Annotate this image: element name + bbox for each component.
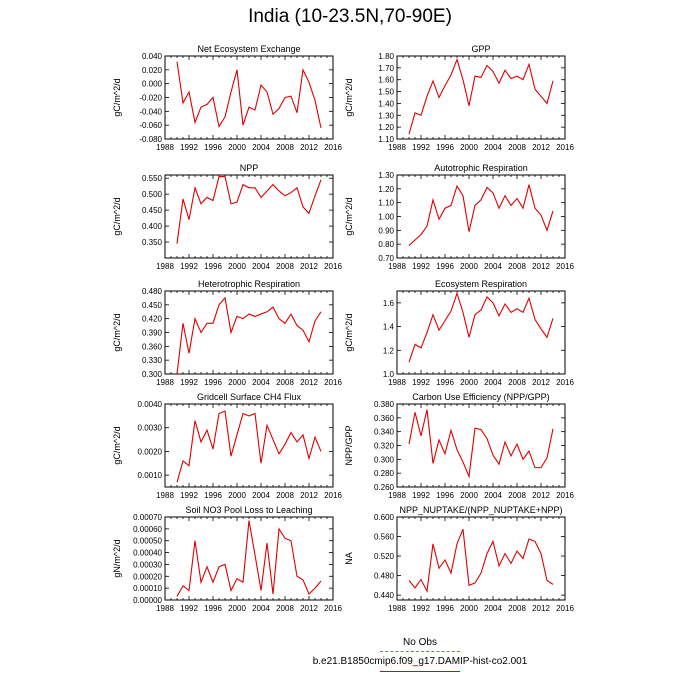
x-tick-label: 2000 [228, 378, 246, 387]
x-tick-label: 2000 [460, 262, 478, 271]
x-tick-label: 1996 [436, 604, 454, 613]
y-tick-label: 0.520 [373, 552, 394, 562]
chart-panel-4 [344, 163, 574, 271]
y-tick-label: 1.40 [378, 99, 394, 109]
x-tick-label: 2016 [324, 262, 342, 271]
x-tick-label: 1992 [180, 262, 198, 271]
plot-frame [397, 291, 565, 374]
x-tick-label: 1996 [436, 491, 454, 500]
y-tick-label: 1.20 [378, 123, 394, 133]
series-line [177, 62, 321, 128]
series-line [409, 529, 553, 591]
x-tick-label: 2008 [276, 378, 294, 387]
x-tick-label: 2016 [556, 262, 574, 271]
y-tick-label: 0.480 [141, 287, 162, 296]
x-tick-label: 1996 [204, 143, 222, 152]
x-tick-label: 1988 [388, 604, 406, 613]
y-tick-label: 0.450 [141, 300, 162, 310]
y-tick-label: 0.440 [373, 591, 394, 601]
y-tick-label: 0.360 [141, 342, 162, 352]
x-tick-label: 2012 [532, 491, 550, 500]
x-tick-label: 2000 [228, 262, 246, 271]
x-tick-label: 1988 [156, 143, 174, 152]
x-tick-label: 2012 [532, 378, 550, 387]
x-tick-label: 1992 [412, 262, 430, 271]
y-tick-label: 0.0020 [137, 447, 162, 457]
x-tick-label: 2004 [252, 491, 270, 500]
y-tick-label: 1.80 [378, 52, 394, 61]
y-tick-label: 1.60 [378, 75, 394, 85]
x-tick-label: 2008 [508, 491, 526, 500]
series-line [177, 521, 321, 597]
x-tick-label: 2004 [484, 262, 502, 271]
x-tick-label: 2000 [460, 378, 478, 387]
x-tick-label: 2016 [324, 143, 342, 152]
x-tick-label: 2016 [556, 378, 574, 387]
y-tick-label: 0.0040 [137, 400, 162, 409]
plot-frame [397, 56, 565, 139]
series-line [409, 60, 553, 135]
x-tick-label: 2000 [228, 604, 246, 613]
x-tick-label: 2016 [556, 143, 574, 152]
panel-title: Soil NO3 Pool Loss to Leaching [185, 505, 313, 515]
y-tick-label: 0.350 [141, 238, 162, 248]
x-tick-label: 1988 [388, 143, 406, 152]
x-tick-label: 2004 [252, 262, 270, 271]
y-tick-label: 0.500 [141, 190, 162, 200]
plot-frame [397, 175, 565, 258]
x-tick-label: 1988 [388, 262, 406, 271]
x-tick-label: 2000 [228, 491, 246, 500]
y-tick-label: 1.30 [378, 111, 394, 121]
y-axis-label: gC/m^2/d [112, 313, 122, 352]
y-axis-label: gC/m^2/d [344, 78, 354, 117]
x-tick-label: 2000 [460, 143, 478, 152]
y-tick-label: 0.020 [141, 65, 162, 75]
y-tick-label: 0.300 [373, 455, 394, 465]
x-tick-label: 2008 [276, 262, 294, 271]
x-tick-label: 2012 [300, 143, 318, 152]
y-tick-label: 0.330 [141, 356, 162, 366]
chart-panel-7 [112, 392, 342, 500]
y-axis-label: gC/m^2/d [344, 313, 354, 352]
y-tick-label: 0.260 [373, 483, 394, 492]
x-tick-label: 1988 [156, 378, 174, 387]
y-axis-label: gC/m^2/d [112, 78, 122, 117]
x-tick-label: 1988 [388, 378, 406, 387]
x-tick-label: 1992 [412, 604, 430, 613]
x-tick-label: 2012 [532, 143, 550, 152]
x-tick-label: 2012 [300, 378, 318, 387]
x-tick-label: 1992 [412, 378, 430, 387]
y-tick-label: 0.00000 [133, 596, 162, 605]
y-tick-label: 0.00030 [133, 560, 162, 570]
legend-case-line [380, 671, 460, 672]
y-tick-label: 1.50 [378, 87, 394, 97]
x-tick-label: 2008 [508, 378, 526, 387]
chart-panel-9 [112, 505, 342, 613]
x-tick-label: 2000 [460, 604, 478, 613]
y-tick-label: 1.6 [382, 298, 394, 308]
x-tick-label: 2008 [508, 604, 526, 613]
y-tick-label: 0.00020 [133, 572, 162, 582]
chart-panel-5 [112, 279, 342, 387]
y-tick-label: 0.600 [373, 513, 394, 522]
x-tick-label: 1992 [180, 378, 198, 387]
x-tick-label: 2012 [300, 491, 318, 500]
y-tick-label: 0.00050 [133, 536, 162, 546]
x-tick-label: 2008 [276, 491, 294, 500]
x-tick-label: 2008 [508, 143, 526, 152]
x-tick-label: 1996 [204, 491, 222, 500]
y-tick-label: 0.70 [378, 254, 394, 263]
chart-panel-3 [112, 163, 342, 271]
y-tick-label: 0.90 [378, 226, 394, 236]
y-tick-label: 1.30 [378, 171, 394, 180]
y-tick-label: 0.000 [141, 79, 162, 89]
x-tick-label: 1996 [204, 262, 222, 271]
series-line [177, 298, 321, 374]
x-tick-label: 1996 [204, 378, 222, 387]
x-tick-label: 1996 [436, 143, 454, 152]
panel-title: Net Ecosystem Exchange [197, 44, 301, 54]
x-tick-label: 2012 [300, 262, 318, 271]
chart-panel-2 [344, 44, 574, 152]
y-tick-label: 0.80 [378, 240, 394, 250]
y-axis-label: gN/m^2/d [112, 539, 122, 578]
x-tick-label: 2000 [460, 491, 478, 500]
x-tick-label: 2004 [484, 143, 502, 152]
x-tick-label: 1992 [412, 491, 430, 500]
x-tick-label: 1988 [156, 604, 174, 613]
chart-panel-6 [344, 279, 574, 387]
y-tick-label: 0.00010 [133, 584, 162, 594]
y-tick-label: 0.550 [141, 174, 162, 184]
x-tick-label: 2012 [532, 604, 550, 613]
y-axis-label: NA [344, 552, 354, 565]
y-tick-label: 1.4 [382, 322, 394, 332]
y-tick-label: 1.00 [378, 212, 394, 222]
x-tick-label: 2000 [228, 143, 246, 152]
x-tick-label: 2004 [484, 604, 502, 613]
x-tick-label: 2008 [508, 262, 526, 271]
y-tick-label: 0.300 [141, 370, 162, 379]
x-tick-label: 1992 [180, 491, 198, 500]
y-tick-label: 0.390 [141, 328, 162, 338]
panel-title: Ecosystem Respiration [434, 279, 528, 289]
x-tick-label: 1996 [436, 378, 454, 387]
y-tick-label: 0.480 [373, 571, 394, 581]
y-tick-label: -0.080 [139, 135, 162, 144]
y-tick-label: 0.360 [373, 413, 394, 423]
y-tick-label: 0.00060 [133, 524, 162, 534]
panel-title: Heterotrophic Respiration [197, 279, 301, 289]
panel-title: Autotrophic Respiration [434, 163, 528, 173]
y-tick-label: -0.020 [139, 93, 162, 103]
x-tick-label: 2016 [324, 378, 342, 387]
x-tick-label: 2008 [276, 143, 294, 152]
legend-obs-label: No Obs [403, 637, 437, 648]
x-tick-label: 2012 [532, 262, 550, 271]
legend-obs-line [380, 651, 460, 652]
series-line [409, 293, 553, 362]
y-tick-label: 1.10 [378, 198, 394, 208]
x-tick-label: 2016 [556, 604, 574, 613]
x-tick-label: 1992 [180, 604, 198, 613]
y-axis-label: NPP/GPP [344, 425, 354, 466]
y-tick-label: 1.0 [382, 370, 394, 379]
y-tick-label: 0.450 [141, 206, 162, 216]
y-tick-label: 0.0030 [137, 423, 162, 433]
x-tick-label: 2004 [252, 604, 270, 613]
x-tick-label: 2004 [484, 378, 502, 387]
y-tick-label: 0.400 [141, 222, 162, 232]
chart-panel-1 [112, 44, 342, 152]
chart-panel-8 [344, 392, 574, 500]
panel-title: NPP_NUPTAKE/(NPP_NUPTAKE+NPP) [399, 505, 563, 515]
panel-title: Gridcell Surface CH4 Flux [196, 392, 302, 402]
plot-frame [397, 517, 565, 600]
page-title: India (10-23.5N,70-90E) [248, 6, 452, 27]
x-tick-label: 1988 [156, 262, 174, 271]
x-tick-label: 2008 [276, 604, 294, 613]
series-line [409, 410, 553, 477]
x-tick-label: 1996 [436, 262, 454, 271]
plot-frame [165, 517, 333, 600]
y-tick-label: -0.040 [139, 107, 162, 117]
y-tick-label: 0.280 [373, 469, 394, 479]
x-tick-label: 1992 [412, 143, 430, 152]
y-tick-label: 0.00040 [133, 548, 162, 558]
x-tick-label: 2016 [556, 491, 574, 500]
x-tick-label: 2004 [252, 378, 270, 387]
x-tick-label: 2012 [300, 604, 318, 613]
chart-panel-10 [344, 505, 574, 613]
y-tick-label: 0.0010 [137, 471, 162, 481]
y-axis-label: gC/m^2/d [112, 426, 122, 465]
series-line [177, 177, 321, 244]
x-tick-label: 2016 [324, 491, 342, 500]
y-tick-label: -0.060 [139, 121, 162, 131]
y-tick-label: 0.420 [141, 314, 162, 324]
y-tick-label: 1.2 [382, 346, 394, 356]
y-tick-label: 0.040 [141, 52, 162, 61]
y-tick-label: 0.00070 [133, 513, 162, 522]
y-axis-label: gC/m^2/d [112, 197, 122, 236]
series-line [177, 411, 321, 482]
plot-frame [397, 404, 565, 487]
y-tick-label: 0.560 [373, 532, 394, 542]
x-tick-label: 2004 [252, 143, 270, 152]
panel-title: NPP [239, 163, 259, 173]
x-tick-label: 1996 [204, 604, 222, 613]
y-tick-label: 0.380 [373, 400, 394, 409]
panel-title: Carbon Use Efficiency (NPP/GPP) [412, 392, 550, 402]
y-tick-label: 1.70 [378, 63, 394, 73]
x-tick-label: 1992 [180, 143, 198, 152]
plot-frame [165, 291, 333, 374]
panel-title: GPP [471, 44, 491, 54]
x-tick-label: 2004 [484, 491, 502, 500]
legend-case-label: b.e21.B1850cmip6.f09_g17.DAMIP-hist-co2.001 [312, 656, 528, 667]
y-tick-label: 0.320 [373, 441, 394, 451]
y-tick-label: 1.20 [378, 184, 394, 194]
x-tick-label: 1988 [156, 491, 174, 500]
y-tick-label: 0.340 [373, 427, 394, 437]
y-tick-label: 1.10 [378, 135, 394, 144]
x-tick-label: 2016 [324, 604, 342, 613]
x-tick-label: 1988 [388, 491, 406, 500]
y-axis-label: gC/m^2/d [344, 197, 354, 236]
series-line [409, 185, 553, 246]
